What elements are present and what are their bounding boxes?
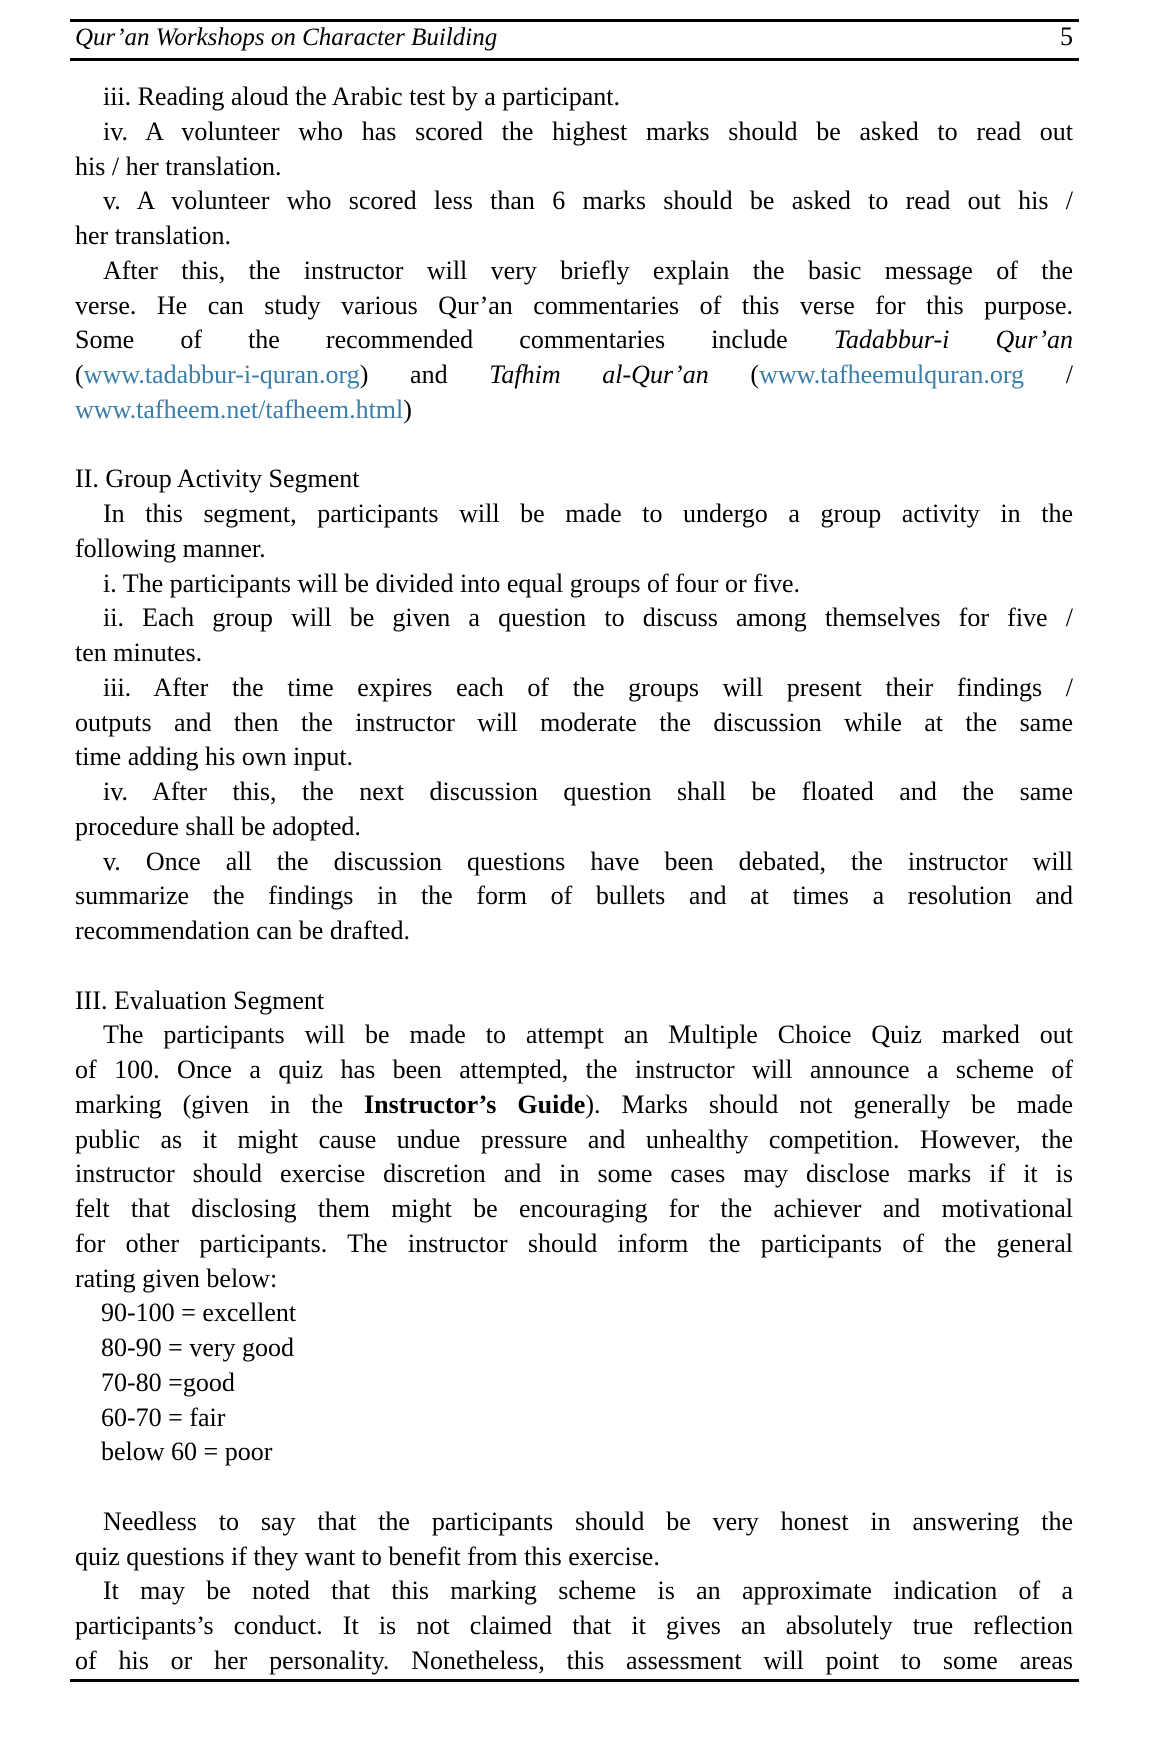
group-item-iii-line-1: iii. After the time expires each of the groups will present their findings / bbox=[103, 672, 1073, 702]
commentaries-text: Some of the recommended commentaries include bbox=[75, 325, 788, 355]
list-item-iii: iii. Reading aloud the Arabic test by a participant. bbox=[103, 82, 620, 111]
evaluation-line-7: for other participants. The instructor should inform the participants of the general bbox=[75, 1228, 1073, 1258]
footer-rule bbox=[70, 1679, 1079, 1682]
paren-open: ( bbox=[75, 360, 84, 389]
list-item-iv-line-1: iv. A volunteer who has scored the highest marks should be asked to read out bbox=[103, 116, 1073, 146]
list-item-v-line-2: her translation. bbox=[75, 221, 231, 250]
group-item-v-line-3: recommendation can be drafted. bbox=[75, 916, 410, 945]
group-intro-line-1: In this segment, participants will be made to undergo a group activity in the bbox=[103, 499, 1073, 528]
group-item-iii-line-3: time adding his own input. bbox=[75, 742, 354, 772]
marks-text: ). Marks should not generally be made bbox=[585, 1089, 1073, 1119]
page-body bbox=[75, 80, 1073, 1679]
list-item-iv-line-2: his / her translation. bbox=[75, 151, 282, 181]
and-text: ) and bbox=[359, 360, 448, 389]
slash-separator: / bbox=[1065, 360, 1073, 389]
section-heading-group-activity: II. Group Activity Segment bbox=[75, 464, 360, 494]
group-item-iv-line-1: iv. After this, the next discussion question shall be floated and the same bbox=[103, 777, 1073, 806]
instructors-guide-reference: Instructor’s Guide bbox=[364, 1089, 586, 1119]
link-tadabbur[interactable]: www.tadabbur-i-quran.org bbox=[83, 360, 360, 389]
group-item-v-line-1: v. Once all the discussion questions have been debated, the instructor will bbox=[103, 846, 1073, 876]
paragraph-after-line-2: verse. He can study various Qur’an commentaries of this verse for this purpose. bbox=[75, 290, 1073, 320]
spacer bbox=[75, 428, 1073, 463]
page-number: 5 bbox=[1060, 22, 1073, 51]
commentary-title-tafhim: Tafhim al-Qur’an bbox=[489, 360, 709, 389]
list-item-v-line-1: v. A volunteer who scored less than 6 marks should be asked to read out his / bbox=[103, 186, 1073, 216]
group-item-ii-line-1: ii. Each group will be given a question to discuss among themselves for five / bbox=[103, 603, 1073, 633]
paragraph-after-line-1: After this, the instructor will very briefly explain the basic message of the bbox=[103, 255, 1073, 285]
rating-item: 70-80 =good bbox=[101, 1367, 235, 1397]
rating-item: 90-100 = excellent bbox=[101, 1298, 297, 1328]
evaluation-line-6: felt that disclosing them might be encouraging for the achiever and motivational bbox=[75, 1194, 1073, 1223]
spacer bbox=[75, 1470, 1073, 1505]
rating-item: below 60 = poor bbox=[101, 1437, 273, 1467]
evaluation-line-5: instructor should exercise discretion and in some cases may disclose marks if it is bbox=[75, 1159, 1073, 1189]
noted-line-3: of his or her personality. Nonetheless, this assessment will point to some areas bbox=[75, 1645, 1073, 1675]
needless-line-1: Needless to say that the participants should be very honest in answering the bbox=[103, 1506, 1073, 1536]
group-item-ii-line-2: ten minutes. bbox=[75, 638, 203, 667]
running-title: Qur’an Workshops on Character Building bbox=[75, 24, 498, 51]
section-heading-evaluation: III. Evaluation Segment bbox=[75, 985, 325, 1015]
noted-line-1: It may be noted that this marking scheme is an approximate indication of a bbox=[103, 1576, 1073, 1606]
group-item-i: i. The participants will be divided into equal groups of four or five. bbox=[103, 568, 801, 598]
rating-item: 60-70 = fair bbox=[101, 1402, 226, 1432]
rating-item: 80-90 = very good bbox=[101, 1333, 295, 1362]
evaluation-line-1: The participants will be made to attempt an Multiple Choice Quiz marked out bbox=[103, 1020, 1073, 1050]
group-intro-line-2: following manner. bbox=[75, 533, 266, 563]
spacer bbox=[75, 949, 1073, 984]
link-tafheemulquran[interactable]: www.tafheemulquran.org bbox=[759, 360, 1025, 389]
evaluation-line-8: rating given below: bbox=[75, 1263, 278, 1293]
needless-line-2: quiz questions if they want to benefit from this exercise. bbox=[75, 1541, 660, 1571]
group-item-iii-line-2: outputs and then the instructor will moderate the discussion while at the same bbox=[75, 707, 1073, 737]
noted-line-2: participants’s conduct. It is not claimed that it gives an absolutely true reflection bbox=[75, 1611, 1073, 1640]
group-item-iv-line-2: procedure shall be adopted. bbox=[75, 811, 361, 841]
group-item-v-line-2: summarize the findings in the form of bullets and at times a resolution and bbox=[75, 881, 1073, 911]
commentary-title-tadabbur: Tadabbur-i Qur’an bbox=[833, 325, 1073, 355]
paren-close: ) bbox=[403, 394, 412, 424]
paragraph-after-line-5 bbox=[75, 393, 1073, 428]
marking-text: marking (given in the bbox=[75, 1089, 344, 1119]
evaluation-line-2: of 100. Once a quiz has been attempted, the instructor will announce a scheme of bbox=[75, 1055, 1073, 1084]
evaluation-line-3 bbox=[75, 1088, 1073, 1123]
paren-open-2: ( bbox=[750, 360, 760, 389]
paragraph-after-line-3 bbox=[75, 323, 1073, 358]
link-tafheem[interactable]: www.tafheem.net/tafheem.html bbox=[75, 394, 404, 424]
header-bottom-rule bbox=[70, 58, 1079, 61]
paragraph-after-line-4 bbox=[75, 358, 1073, 393]
evaluation-line-4: public as it might cause undue pressure and unhealthy competition. However, the bbox=[75, 1124, 1073, 1154]
